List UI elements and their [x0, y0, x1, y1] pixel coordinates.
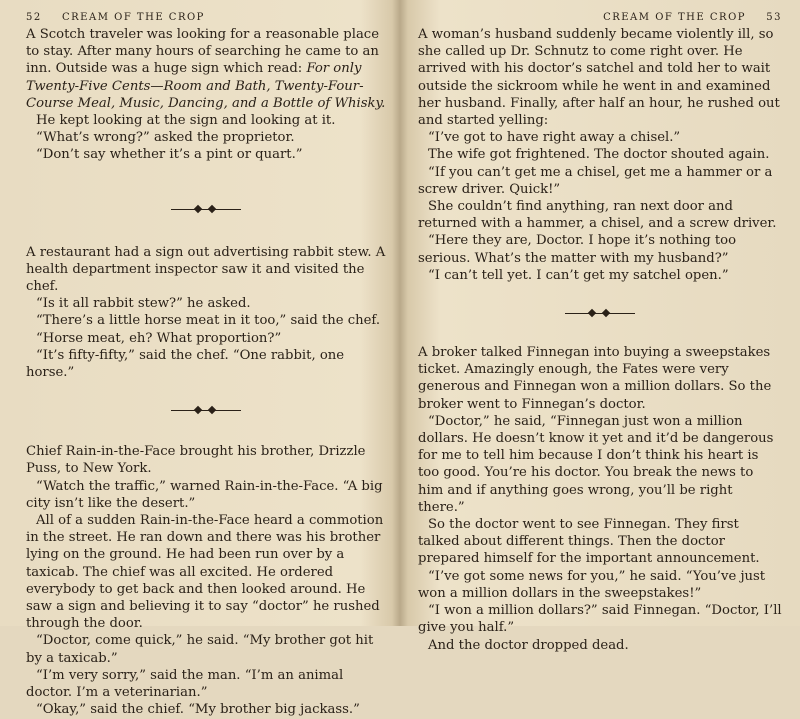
divider-diamond: [194, 204, 202, 212]
story-scotch-traveler: [26, 26, 386, 164]
section-divider: [565, 308, 635, 320]
paragraph: [26, 26, 386, 112]
left-page: [0, 0, 392, 718]
story-doctor-satchel: [418, 26, 782, 284]
section-divider: [171, 204, 241, 216]
paragraph: “I won a million dollars?” said Finnegan. “Doctor, I’ll give you half.”: [418, 603, 782, 636]
paragraph: “Horse meat, eh? What proportion?”: [36, 330, 282, 346]
paragraph: “Okay,” said the chief. “My brother big jackass.”: [36, 702, 360, 718]
page-number-right: 53: [766, 12, 782, 23]
text: A Scotch traveler was looking for a reasonable place to stay. After many hours of searching he came to an inn. Outside was a huge sign which read:: [26, 27, 379, 77]
divider-diamond: [208, 406, 216, 414]
paragraph: “What’s wrong?” asked the proprietor.: [36, 130, 295, 146]
divider-diamond: [194, 406, 202, 414]
story-rain-in-the-face: [26, 443, 386, 718]
paragraph: “I can’t tell yet. I can’t get my satchel open.”: [428, 267, 729, 283]
paragraph: “There’s a little horse meat in it too,” said the chef.: [36, 313, 381, 329]
paragraph: “If you can’t get me a chisel, get me a hammer or a screw driver. Quick!”: [418, 164, 773, 197]
divider-diamond: [588, 309, 596, 317]
section-divider: [171, 405, 241, 417]
paragraph: “It’s fifty-fifty,” said the chef. “One rabbit, one horse.”: [26, 347, 345, 381]
paragraph: So the doctor went to see Finnegan. They first talked about different things. Then the doctor prepared himself for the important announcement.: [418, 517, 760, 567]
paragraph: “Doctor,” he said, “Finnegan just won a million dollars. He doesn’t know it yet and it’d be dangerous for me to tell him because I don’t think his heart is too good. You’re his doctor. You break the news to him and if anything goes wrong, you’ll be right there.”: [418, 413, 774, 515]
right-page: [404, 0, 800, 653]
paragraph: “I’m very sorry,” said the man. “I’m an animal doctor. I’m a veterinarian.”: [26, 667, 344, 701]
divider-diamond: [208, 204, 216, 212]
paragraph: And the doctor dropped dead.: [428, 637, 629, 653]
paragraph: A woman’s husband suddenly became violently ill, so she called up Dr. Schnutz to come right over. He arrived with his doctor’s satchel and told her to wait outside the sickroom while he went in and examined her husband. Finally, after half an hour, he rushed out and started yelling:: [418, 27, 780, 129]
running-head-title-left: CREAM OF THE CROP: [62, 12, 205, 23]
paragraph: A broker talked Finnegan into buying a sweepstakes ticket. Amazingly enough, the Fates were very generous and Finnegan won a million dollars. So the broker went to Finnegan’s doctor.: [418, 345, 772, 412]
running-head-right: [418, 12, 782, 26]
divider-diamond: [602, 309, 610, 317]
page-number-left: 52: [26, 12, 42, 23]
paragraph: All of a sudden Rain-in-the-Face heard a commotion in the street. He ran down and there was his brother lying on the ground. He had been run over by a taxicab. The chief was all excited. He ordered everybody to get back and then looked around. He saw a sign and believing it to say “doctor” he rushed through the door.: [26, 513, 384, 632]
italic-sign-text: For only Twenty-Five Cents—Room and Bath, Twenty-Four-Course Meal, Music, Dancing, and a Bottle of Whisky.: [26, 61, 386, 111]
paragraph: She couldn’t find anything, ran next door and returned with a hammer, a chisel, and a screw driver.: [418, 199, 777, 232]
paragraph: “Doctor, come quick,” he said. “My brother got hit by a taxicab.”: [26, 633, 374, 666]
paragraph: “Watch the traffic,” warned Rain-in-the-Face. “A big city isn’t like the desert.”: [26, 478, 383, 511]
paragraph: “I’ve got to have right away a chisel.”: [428, 130, 681, 146]
running-head-left: [26, 12, 386, 26]
paragraph: The wife got frightened. The doctor shouted again.: [428, 147, 770, 163]
paragraph: He kept looking at the sign and looking at it.: [36, 113, 336, 129]
story-rabbit-stew: [26, 244, 386, 382]
running-head-title-right: CREAM OF THE CROP: [603, 12, 746, 23]
paragraph: Chief Rain-in-the-Face brought his brother, Drizzle Puss, to New York.: [26, 444, 366, 477]
paragraph: “I’ve got some news for you,” he said. “You’ve just won a million dollars in the sweepstakes!”: [418, 568, 766, 601]
paragraph: “Here they are, Doctor. I hope it’s nothing too serious. What’s the matter with my husband?”: [418, 233, 737, 266]
story-finnegan-sweepstakes: [418, 344, 782, 654]
paragraph: A restaurant had a sign out advertising rabbit stew. A health department inspector saw it and visited the chef.: [26, 244, 386, 295]
paragraph: “Don’t say whether it’s a pint or quart.”: [36, 147, 303, 163]
paragraph: “Is it all rabbit stew?” he asked.: [36, 296, 251, 312]
